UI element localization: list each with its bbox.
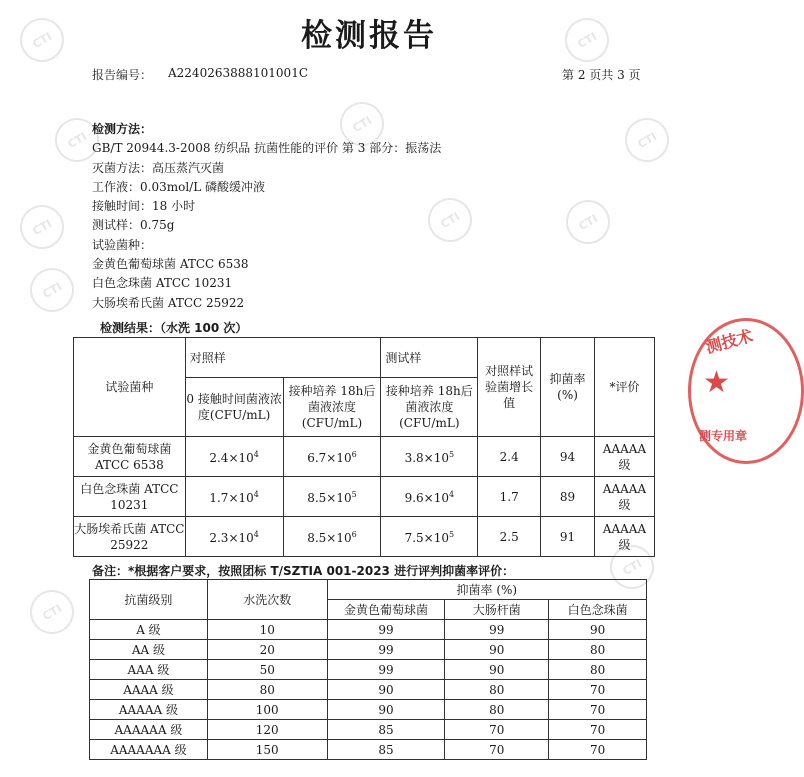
- cell-strain-1: 90: [327, 700, 445, 720]
- cell-strain-2: 70: [445, 740, 549, 760]
- cell-rate: 94: [541, 437, 595, 477]
- cell-test-18h: $7.5\times 10^5$: [381, 517, 478, 557]
- cell-control-0h: $1.7\times 10^4$: [185, 477, 283, 517]
- cell-test-18h: $9.6\times 10^4$: [381, 477, 478, 517]
- official-seal-stamp: [688, 318, 804, 464]
- watermark-logo: CTI: [332, 94, 392, 154]
- cell-washes: 50: [207, 660, 327, 680]
- cell-level: A 级: [90, 620, 208, 640]
- cell-strain-3: 70: [549, 680, 647, 700]
- cell-strain-2: 90: [445, 660, 549, 680]
- cell-growth: 2.4: [478, 437, 541, 477]
- page-info: 第 2 页共 3 页: [562, 68, 641, 82]
- result-row: [74, 517, 655, 557]
- grade-row: [90, 640, 647, 660]
- watermark-logo: CTI: [617, 110, 677, 170]
- header-rate: 抑菌率(%): [541, 338, 595, 437]
- cell-strain-1: 99: [327, 620, 445, 640]
- cell-level: AAAAAAA 级: [90, 740, 208, 760]
- cell-washes: 10: [207, 620, 327, 640]
- cell-strain-1: 90: [327, 680, 445, 700]
- cell-strain-2: 80: [445, 680, 549, 700]
- report-number: A2240263888101001C: [168, 66, 309, 80]
- header-washes: 水洗次数: [207, 580, 327, 620]
- watermark-logo: CTI: [12, 10, 72, 70]
- watermark-logo: CTI: [47, 110, 107, 170]
- page-title: 检测报告: [301, 18, 437, 54]
- method-line: 工作液：0.03mol/L 磷酸缓冲液: [92, 179, 265, 194]
- cell-growth: 1.7: [478, 477, 541, 517]
- star-icon: ★: [703, 365, 730, 400]
- header-control-18h: 接种培养 18h后菌液浓度(CFU/mL): [283, 378, 381, 437]
- header-strain-1: 金黄色葡萄球菌: [327, 600, 445, 620]
- cell-strain-1: 99: [327, 660, 445, 680]
- cell-strain-2: 99: [445, 620, 549, 640]
- watermark-logo: CTI: [557, 10, 617, 70]
- header-control-0h: 0 接触时间菌液浓度(CFU/mL): [185, 378, 283, 437]
- header-test: 测试样: [381, 338, 478, 378]
- cell-strain-2: 90: [445, 640, 549, 660]
- cell-level: AAA 级: [90, 660, 208, 680]
- cell-grade: AAAAA级: [594, 517, 654, 557]
- stamp-text-bottom: 测专用章: [699, 429, 748, 443]
- cell-washes: 150: [207, 740, 327, 760]
- methods-heading: 检测方法：: [92, 122, 153, 136]
- header-test-18h: 接种培养 18h后菌液浓度(CFU/mL): [381, 378, 478, 437]
- cell-washes: 100: [207, 700, 327, 720]
- stamp-text-top: 测技术: [703, 326, 755, 357]
- cell-strain-3: 80: [549, 640, 647, 660]
- cell-rate: 89: [541, 477, 595, 517]
- watermark-logo: CTI: [602, 537, 662, 597]
- cell-level: AAAAA 级: [90, 700, 208, 720]
- method-line: 测试样：0.75g: [92, 218, 175, 233]
- cell-control-0h: $2.4\times 10^4$: [185, 437, 283, 477]
- grade-row: [90, 700, 647, 720]
- watermark-logo: CTI: [420, 190, 480, 250]
- cell-growth: 2.5: [478, 517, 541, 557]
- header-rate: 抑菌率 (%): [327, 580, 646, 600]
- watermark-logo: CTI: [22, 582, 82, 642]
- header-strain-3: 白色念珠菌: [549, 600, 647, 620]
- result-row: [74, 477, 655, 517]
- result-row: [74, 437, 655, 477]
- grade-row: [90, 660, 647, 680]
- cell-level: AAAA 级: [90, 680, 208, 700]
- results-table: [73, 337, 655, 557]
- grade-row: [90, 680, 647, 700]
- method-line: 试验菌种：: [92, 237, 153, 252]
- cell-strain: 金黄色葡萄球菌 ATCC 6538: [74, 437, 186, 477]
- header-level: 抗菌级别: [90, 580, 208, 620]
- header-grade: *评价: [594, 338, 654, 437]
- cell-strain-1: 99: [327, 640, 445, 660]
- cell-strain-3: 80: [549, 660, 647, 680]
- header-strain-2: 大肠杆菌: [445, 600, 549, 620]
- watermark-logo: CTI: [22, 260, 82, 320]
- cell-strain-1: 85: [327, 740, 445, 760]
- cell-washes: 120: [207, 720, 327, 740]
- note-text: 备注：*根据客户要求，按照团标 T/SZTIA 001-2023 进行评判抑菌率评价：: [92, 564, 515, 578]
- results-title: 检测结果：（水洗 100 次）: [100, 321, 248, 335]
- cell-rate: 91: [541, 517, 595, 557]
- cell-grade: AAAAA级: [594, 437, 654, 477]
- cell-control-18h: $8.5\times 10^6$: [283, 517, 381, 557]
- grade-criteria-table: [89, 579, 647, 760]
- watermark-logo: CTI: [12, 197, 72, 257]
- cell-washes: 20: [207, 640, 327, 660]
- cell-control-0h: $2.3\times 10^4$: [185, 517, 283, 557]
- grade-row: [90, 620, 647, 640]
- cell-control-18h: $6.7\times 10^6$: [283, 437, 381, 477]
- test-methods-section: [92, 120, 441, 313]
- cell-strain: 大肠埃希氏菌 ATCC 25922: [74, 517, 186, 557]
- cell-control-18h: $8.5\times 10^5$: [283, 477, 381, 517]
- report-number-label: 报告编号：: [92, 68, 153, 82]
- cell-washes: 80: [207, 680, 327, 700]
- method-line: 金黄色葡萄球菌 ATCC 6538: [92, 257, 249, 272]
- watermark-logo: CTI: [558, 192, 618, 252]
- cell-level: AAAAAA 级: [90, 720, 208, 740]
- cell-strain-2: 80: [445, 700, 549, 720]
- method-line: 灭菌方法：高压蒸汽灭菌: [92, 160, 225, 175]
- cell-strain-3: 90: [549, 620, 647, 640]
- method-line: 白色念珠菌 ATCC 10231: [92, 276, 233, 291]
- cell-level: AA 级: [90, 640, 208, 660]
- cell-strain-2: 70: [445, 720, 549, 740]
- method-line: GB/T 20944.3-2008 纺织品 抗菌性能的评价 第 3 部分：振荡法: [92, 141, 442, 156]
- cell-strain-3: 70: [549, 700, 647, 720]
- cell-strain-3: 70: [549, 740, 647, 760]
- cell-strain: 白色念珠菌 ATCC 10231: [74, 477, 186, 517]
- cell-test-18h: $3.8\times 10^5$: [381, 437, 478, 477]
- cell-strain-3: 70: [549, 720, 647, 740]
- method-line: 大肠埃希氏菌 ATCC 25922: [92, 295, 245, 310]
- grade-row: [90, 740, 647, 760]
- header-strain: 试验菌种: [74, 338, 186, 437]
- method-line: 接触时间：18 小时: [92, 199, 196, 214]
- header-control: 对照样: [185, 338, 381, 378]
- cell-grade: AAAAA级: [594, 477, 654, 517]
- grade-row: [90, 720, 647, 740]
- header-growth: 对照样试验菌增长值: [478, 338, 541, 437]
- cell-strain-1: 85: [327, 720, 445, 740]
